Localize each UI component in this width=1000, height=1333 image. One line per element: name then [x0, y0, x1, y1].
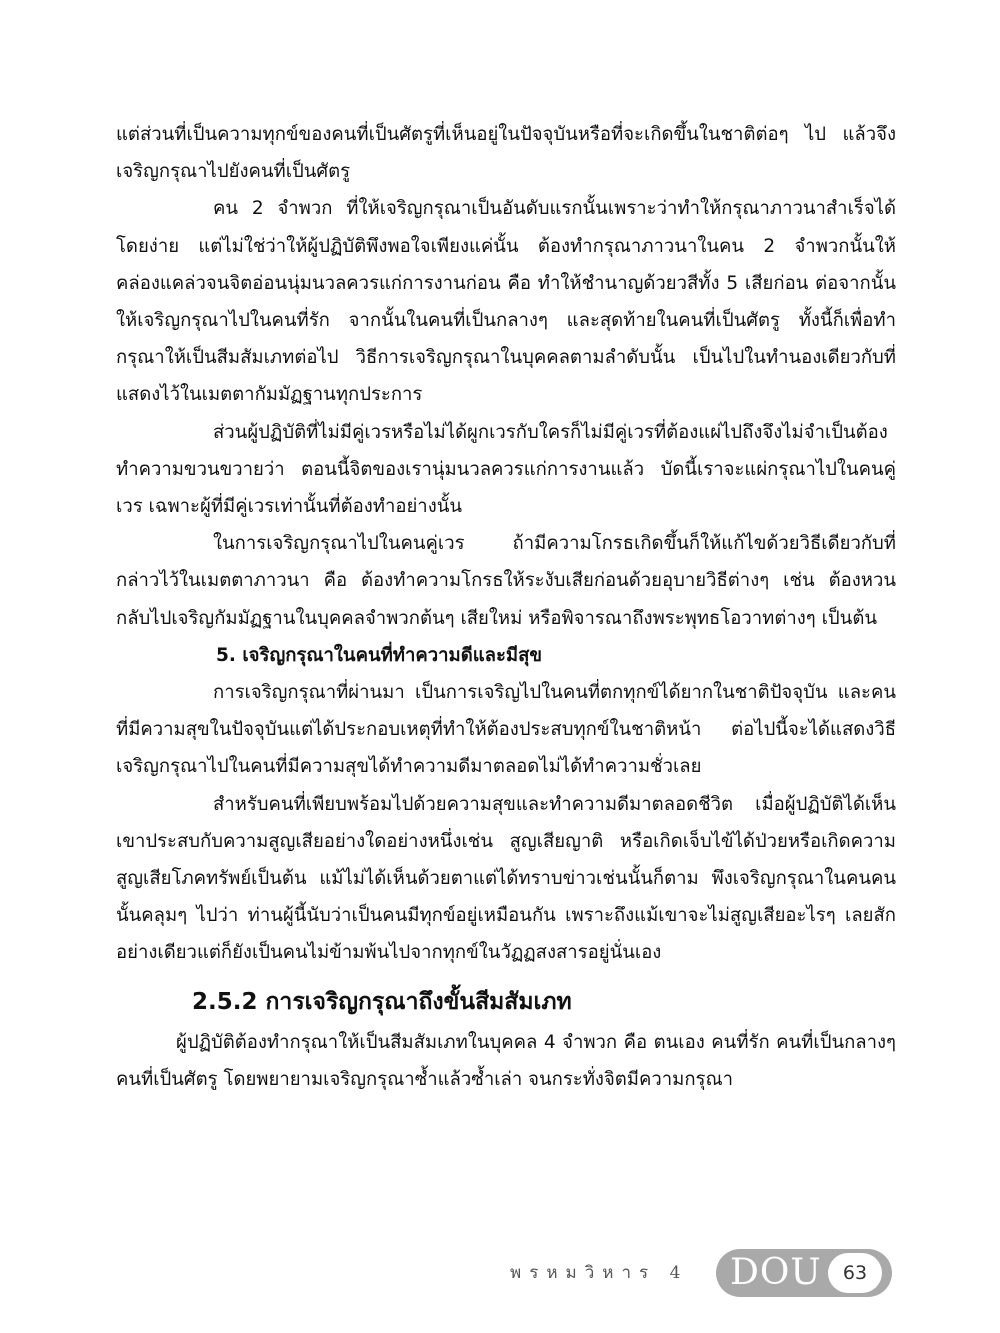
page-number: 63 — [828, 1253, 882, 1293]
dou-badge — [716, 1249, 892, 1297]
paragraph-4: ในการเจริญกรุณาไปในคนคู่เวร ถ้ามีความโกรธเกิดขึ้นก็ให้แก้ไขด้วยวิธีเดียวกับที่กล่าวไว้ในเมตตาภาวนา คือ ต้องทำความโกรธให้ระงับเสียก่อนด้วยอุบายวิธีต่างๆ เช่น ต้องหวนกลับไปเจริญกัมมัฏฐานในบุคคลจำพวกต้นๆ เสียใหม่ หรือพิจารณาถึงพระพุทธโอวาทต่างๆ เป็นต้น — [116, 533, 896, 629]
page-footer — [0, 1249, 1000, 1297]
paragraph-1: แต่ส่วนที่เป็นความทุกข์ของคนที่เป็นศัตรูที่เห็นอยู่ในปัจจุบันหรือที่จะเกิดขึ้นในชาติต่อๆ ไป แล้วจึงเจริญกรุณาไปยังคนที่เป็นศัตรู — [116, 124, 896, 183]
paragraph-7: ผู้ปฏิบัติต้องทำกรุณาให้เป็นสีมสัมเภทในบุคคล 4 จำพวก คือ ตนเอง คนที่รัก คนที่เป็นกลางๆ คนที่เป็นศัตรู โดยพยายามเจริญกรุณาซ้ำแล้วซ้ำเล่า จนกระทั่งจิตมีความกรุณา — [116, 1031, 896, 1090]
section-heading-2-5-2: 2.5.2 การเจริญกรุณาถึงขั้นสีมสัมเภท — [192, 988, 572, 1015]
paragraph-6: สำหรับคนที่เพียบพร้อมไปด้วยความสุขและทำความดีมาตลอดชีวิต เมื่อผู้ปฏิบัติได้เห็นเขาประสบกับความสูญเสียอย่างใดอย่างหนึ่งเช่น สูญเสียญาติ หรือเกิดเจ็บไข้ได้ป่วยหรือเกิดความสูญเสียโภคทรัพย์เป็นต้น แม้ไม่ได้เห็นด้วยตาแต่ได้ทราบข่าวเช่นนั้นก็ตาม พึงเจริญกรุณาในคนคนนั้นคลุมๆ ไปว่า ท่านผู้นี้นับว่าเป็นคนมีทุกข์อยู่เหมือนกัน เพราะถึงแม้เขาจะไม่สูญเสียอะไรๆ เลยสักอย่างเดียวแต่ก็ยังเป็นคนไม่ข้ามพ้นไปจากทุกข์ในวัฏฏสงสารอยู่นั่นเอง — [116, 793, 896, 964]
dou-logo-text: DOU — [730, 1252, 822, 1293]
page-content — [116, 116, 896, 1098]
subheading-5: 5. เจริญกรุณาในคนที่ทำความดีและมีสุข — [216, 644, 543, 666]
paragraph-5: การเจริญกรุณาที่ผ่านมา เป็นการเจริญไปในคนที่ตกทุกข์ได้ยากในชาติปัจจุบัน และคนที่มีความสุขในปัจจุบันแต่ได้ประกอบเหตุที่ทำให้ต้องประสบทุกข์ในชาติหน้า ต่อไปนี้จะได้แสดงวิธีเจริญกรุณาไปในคนที่มีความสุขได้ทำความดีมาตลอดไม่ได้ทำความชั่วเลย — [116, 682, 896, 778]
paragraph-2: คน 2 จำพวก ที่ให้เจริญกรุณาเป็นอันดับแรกนั้นเพราะว่าทำให้กรุณาภาวนาสำเร็จได้โดยง่าย แต่ไม่ใช่ว่าให้ผู้ปฏิบัติพึงพอใจเพียงแค่นั้น ต้องทำกรุณาภาวนาในคน 2 จำพวกนั้นให้คล่องแคล่วจนจิตอ่อนนุ่มนวลควรแก่การงานก่อน คือ ทำให้ชำนาญด้วยวสีทั้ง 5 เสียก่อน ต่อจากนั้น ให้เจริญกรุณาไปในคนที่รัก จากนั้นในคนที่เป็นกลางๆ และสุดท้ายในคนที่เป็นศัตรู ทั้งนี้ก็เพื่อทำกรุณาให้เป็นสีมสัมเภทต่อไป วิธีการเจริญกรุณาในบุคคลตามลำดับนั้น เป็นไปในทำนองเดียวกับที่แสดงไว้ในเมตตากัมมัฏฐานทุกประการ — [116, 198, 896, 406]
paragraph-3: ส่วนผู้ปฏิบัติที่ไม่มีคู่เวรหรือไม่ได้ผูกเวรกับใครก็ไม่มีคู่เวรที่ต้องแผ่ไปถึงจึงไม่จำเป็นต้องทำความขวนขวายว่า ตอนนี้จิตของเรานุ่มนวลควรแก่การงานแล้ว บัดนี้เราจะแผ่กรุณาไปในคนคู่เวร เฉพาะผู้ที่มีคู่เวรเท่านั้นที่ต้องทำอย่างนั้น — [116, 421, 896, 518]
footer-book-title: พรหมวิหาร 4 — [510, 1263, 689, 1283]
